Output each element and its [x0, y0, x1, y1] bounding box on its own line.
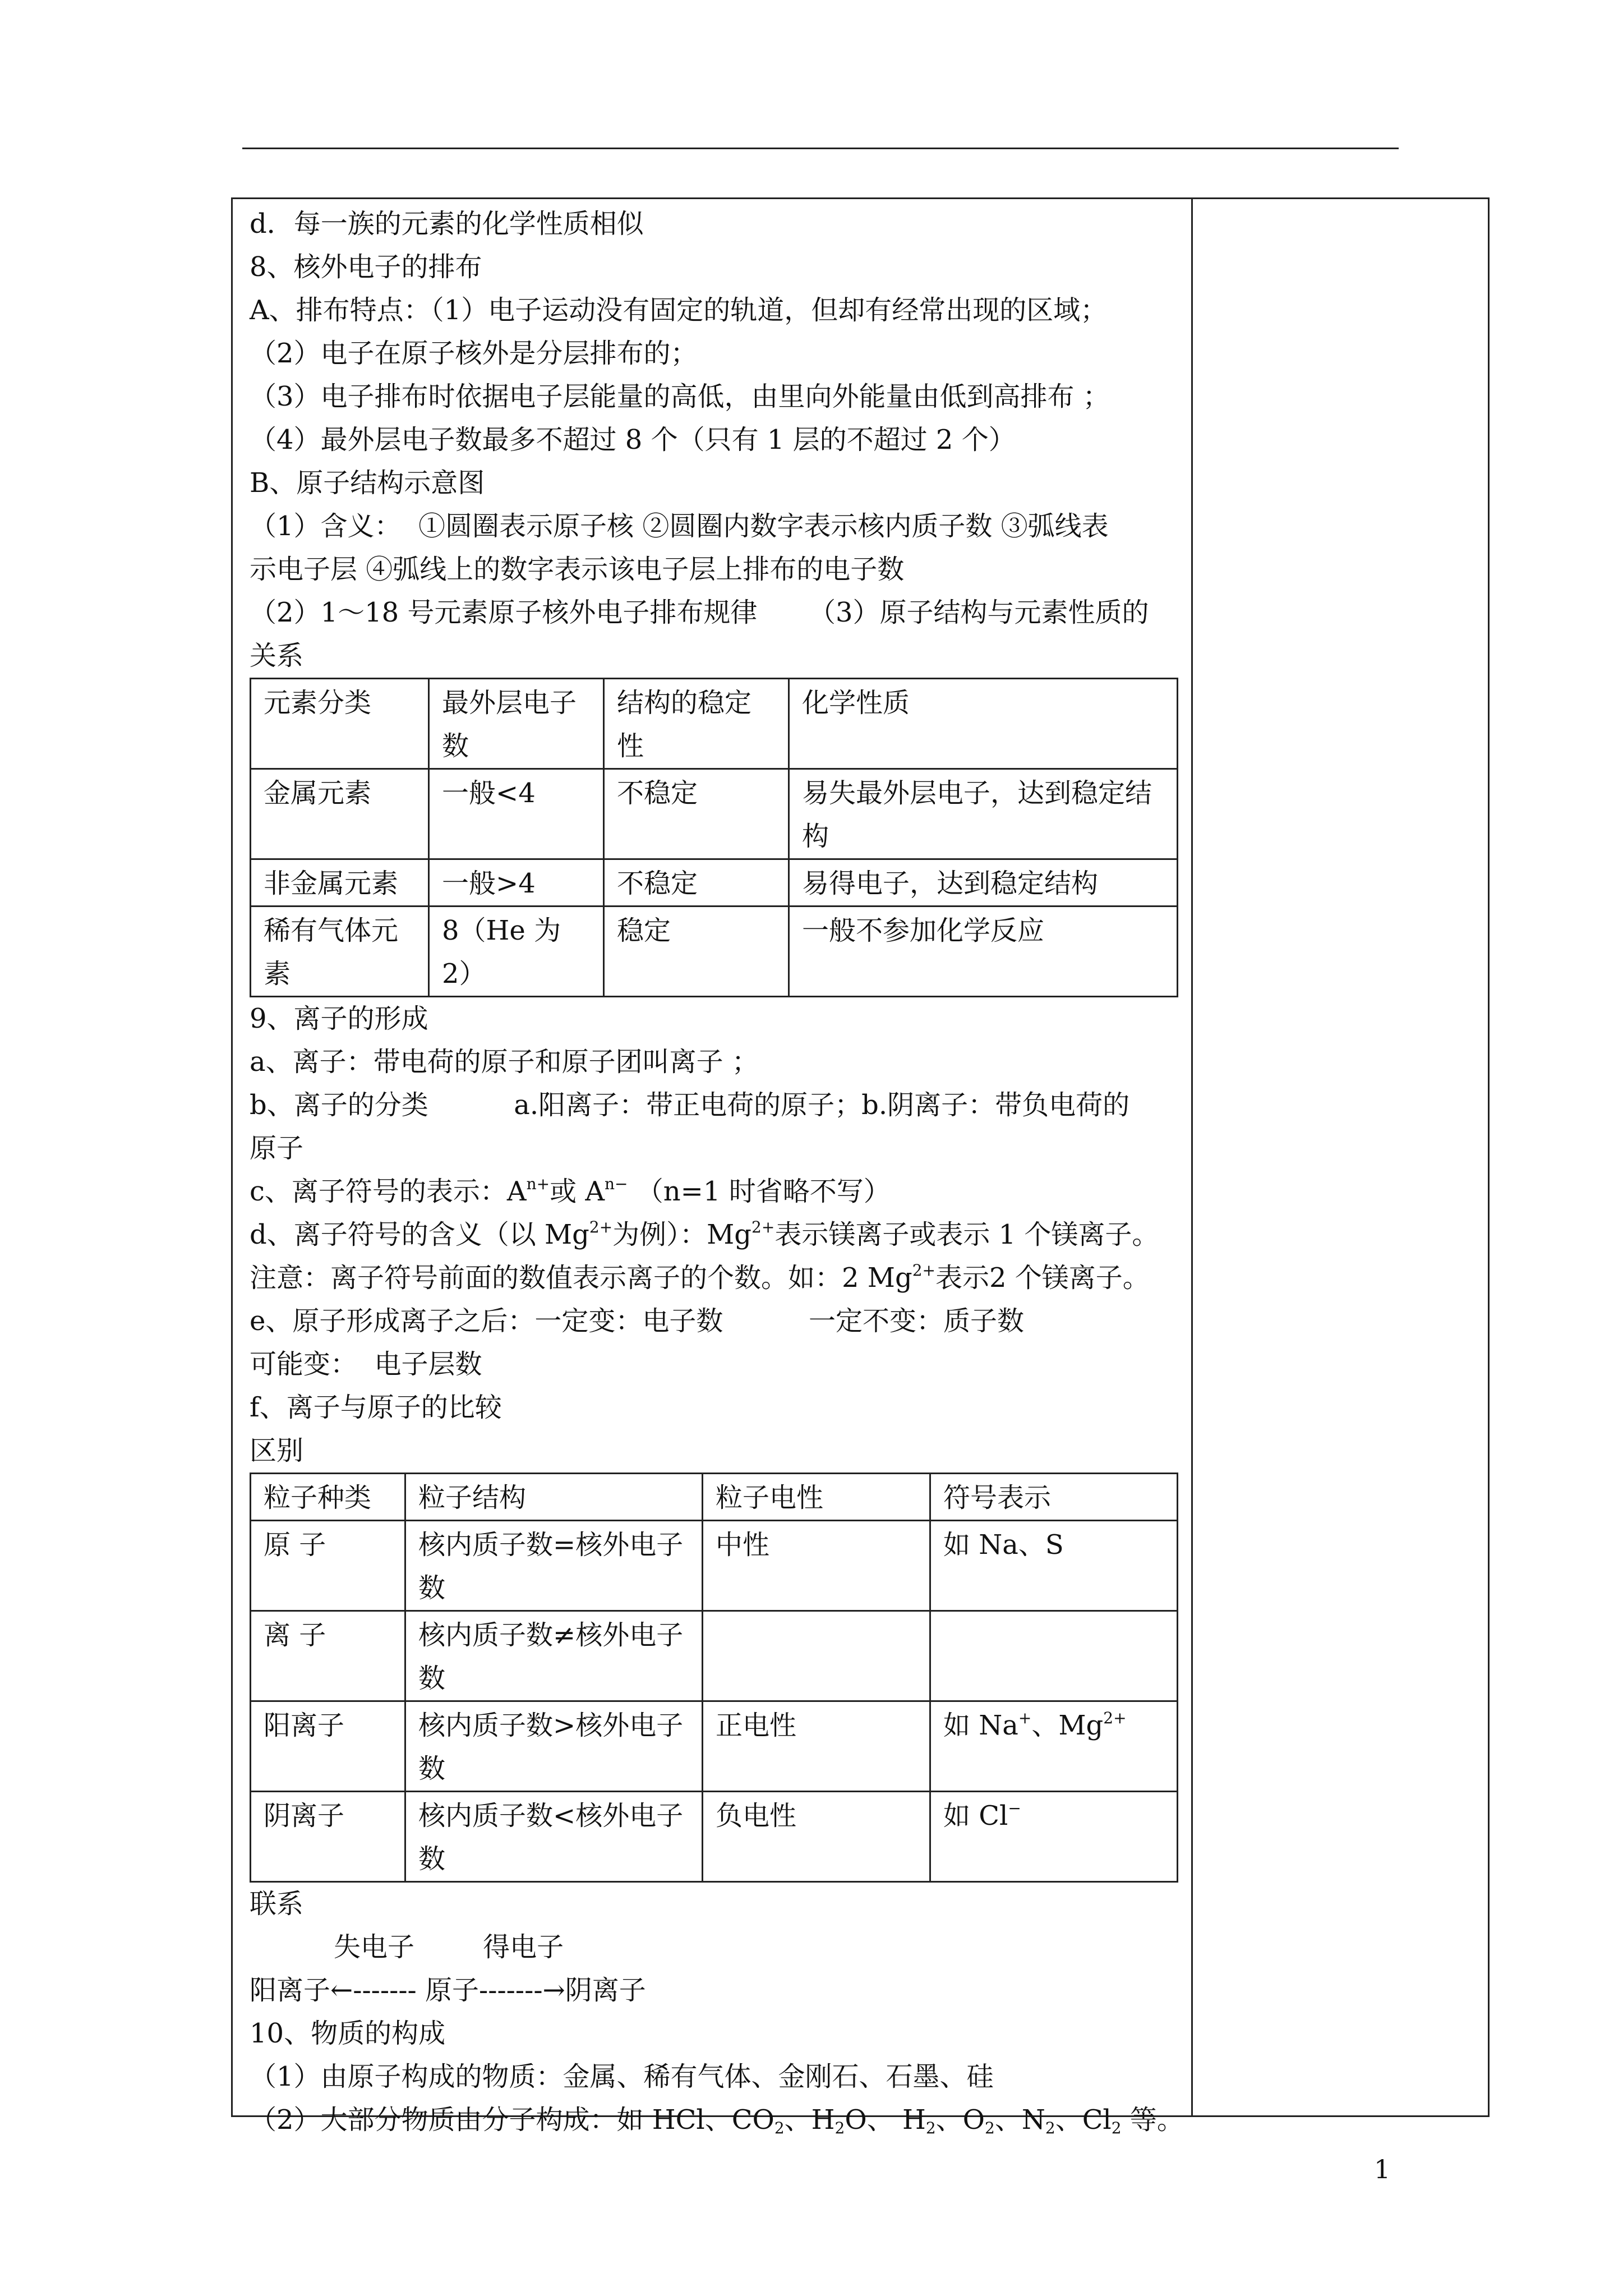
- text-run: c、离子符号的表示：A: [250, 1176, 527, 1207]
- text-line: e、原子形成离子之后：一定变：电子数 一定不变：质子数: [250, 1305, 1024, 1337]
- text-run: 表示2 个镁离子。: [935, 1262, 1150, 1294]
- table-cell: 稀有气体元素: [251, 907, 429, 997]
- table-cell: 核内质子数<核外电子数: [405, 1792, 703, 1882]
- table-cell: 易失最外层电子，达到稳定结构: [789, 769, 1178, 859]
- table-cell: [930, 1792, 1178, 1882]
- subsection-heading: B、原子结构示意图: [250, 467, 485, 499]
- text-line: b、离子的分类 a.阳离子：带正电荷的原子；b.阴离子：带负电荷的: [250, 1089, 1130, 1121]
- text-line: d．每一族的元素的化学性质相似: [250, 208, 644, 240]
- table-row: [251, 907, 1178, 997]
- content-frame: [231, 197, 1490, 2137]
- table-cell: 不稳定: [604, 769, 789, 859]
- ion-meaning-line: [250, 1213, 1187, 1257]
- table-cell: 中性: [703, 1521, 930, 1611]
- electron-transfer-labels: 失电子 得电子: [334, 1931, 564, 1963]
- table-cell: 8（He 为 2）: [429, 907, 604, 997]
- section-heading: 10、物质的构成: [250, 2018, 446, 2049]
- subscript: 2: [774, 2119, 785, 2137]
- table-header-cell: 结构的稳定性: [604, 679, 789, 769]
- table-cell: 金属元素: [251, 769, 429, 859]
- text-run: 、N: [994, 2104, 1045, 2136]
- table-cell: 阳离子: [251, 1701, 405, 1792]
- superscript: 2+: [912, 1261, 935, 1280]
- table-header-cell: 元素分类: [251, 679, 429, 769]
- table-cell: 负电性: [703, 1792, 930, 1882]
- subscript: 2: [1111, 2119, 1122, 2137]
- element-classification-table: [250, 678, 1178, 997]
- table-row: [251, 1521, 1178, 1611]
- table-cell: 核内质子数≠核外电子数: [405, 1611, 703, 1701]
- table-cell: 易得电子，达到稳定结构: [789, 859, 1178, 907]
- main-content: [250, 203, 1187, 2142]
- text-line: 区别: [250, 1435, 304, 1466]
- subscript: 2: [985, 2119, 995, 2137]
- table-cell: 正电性: [703, 1701, 930, 1792]
- subscript: 2: [1045, 2119, 1055, 2137]
- table-row: [251, 1792, 1178, 1882]
- table-header-cell: 最外层电子数: [429, 679, 604, 769]
- superscript: 2+: [751, 1218, 775, 1236]
- text-run: （n=1 时省略不写）: [628, 1176, 891, 1207]
- table-cell: 不稳定: [604, 859, 789, 907]
- table-cell: 非金属元素: [251, 859, 429, 907]
- table-cell: 核内质子数>核外电子数: [405, 1701, 703, 1792]
- text-line: （4）最外层电子数最多不超过 8 个（只有 1 层的不超过 2 个）: [250, 424, 1016, 455]
- note-line: [250, 1257, 1187, 1300]
- table-cell: 如 Na、S: [930, 1521, 1178, 1611]
- text-run: 如 Na: [943, 1710, 1018, 1741]
- table-row: [251, 769, 1178, 859]
- table-row: [251, 859, 1178, 907]
- table-cell: [703, 1611, 930, 1701]
- text-run: 注意：离子符号前面的数值表示离子的个数。如：2 Mg: [250, 1262, 912, 1294]
- superscript: 2+: [589, 1218, 613, 1236]
- text-run: （2）大部分物质由分子构成：如 HCl、CO: [250, 2104, 774, 2136]
- text-line: （1）含义： ①圆圈表示原子核 ②圆圈内数字表示核内质子数 ③弧线表: [250, 510, 1109, 542]
- text-line: 关系: [250, 640, 304, 671]
- page-number: 1: [1374, 2154, 1391, 2184]
- text-line: （1）由原子构成的物质：金属、稀有气体、金刚石、石墨、硅: [250, 2061, 994, 2092]
- table-header-cell: 粒子电性: [703, 1474, 930, 1521]
- ion-atom-relation-arrow-line: 阳离子←------- 原子-------→阴离子: [250, 1975, 646, 2006]
- text-line: 联系: [250, 1888, 304, 1920]
- superscript: n−: [605, 1175, 628, 1193]
- text-run: 、Cl: [1055, 2104, 1112, 2136]
- text-run: 表示镁离子或表示 1 个镁离子。: [774, 1219, 1159, 1250]
- table-cell: 稳定: [604, 907, 789, 997]
- table-cell: 一般<4: [429, 769, 604, 859]
- table-cell: [930, 1701, 1178, 1792]
- table-header-cell: 符号表示: [930, 1474, 1178, 1521]
- table-cell: 离 子: [251, 1611, 405, 1701]
- section-heading: 8、核外电子的排布: [250, 251, 482, 283]
- superscript: 2+: [1103, 1709, 1127, 1727]
- table-header-cell: 粒子种类: [251, 1474, 405, 1521]
- header-rule: [242, 148, 1399, 149]
- section-heading: 9、离子的形成: [250, 1003, 428, 1034]
- text-line: （3）电子排布时依据电子层能量的高低，由里向外能量由低到高排布 ；: [250, 381, 1110, 412]
- superscript: +: [1018, 1709, 1032, 1727]
- table-row: [251, 1701, 1178, 1792]
- subscript: 2: [834, 2119, 845, 2137]
- ion-atom-comparison-table: [250, 1473, 1178, 1883]
- text-run: 如 Cl: [943, 1800, 1008, 1832]
- table-header-row: [251, 679, 1178, 769]
- text-run: 、O: [935, 2104, 985, 2136]
- table-header-cell: 化学性质: [789, 679, 1178, 769]
- text-line: f、离子与原子的比较: [250, 1392, 502, 1423]
- text-line: a、离子：带电荷的原子和原子团叫离子 ；: [250, 1046, 759, 1078]
- table-header-row: [251, 1474, 1178, 1521]
- text-line: （2）电子在原子核外是分层排布的；: [250, 338, 698, 369]
- text-line: A、排布特点：（1）电子运动没有固定的轨道，但却有经常出现的区域；: [250, 295, 1108, 326]
- text-run: O、 H: [845, 2104, 926, 2136]
- table-cell: 一般不参加化学反应: [789, 907, 1178, 997]
- text-line: （2）1～18 号元素原子核外电子排布规律 （3）原子结构与元素性质的: [250, 597, 1149, 628]
- table-cell: 核内质子数=核外电子数: [405, 1521, 703, 1611]
- text-run: d、离子符号的含义（以 Mg: [250, 1219, 589, 1250]
- table-header-cell: 粒子结构: [405, 1474, 703, 1521]
- superscript: n+: [526, 1175, 550, 1193]
- text-run: 等。: [1121, 2104, 1184, 2136]
- table-cell: 原 子: [251, 1521, 405, 1611]
- table-cell: [930, 1611, 1178, 1701]
- subscript: 2: [925, 2119, 936, 2137]
- text-line: 示电子层 ④弧线上的数字表示该电子层上排布的电子数: [250, 554, 905, 585]
- molecule-formula-line: [250, 2099, 1187, 2142]
- text-line: 原子: [250, 1133, 304, 1164]
- text-line: 可能变： 电子层数: [250, 1349, 482, 1380]
- text-run: 为例）：Mg: [612, 1219, 752, 1250]
- table-row: [251, 1611, 1178, 1701]
- table-cell: 一般>4: [429, 859, 604, 907]
- text-run: 、H: [784, 2104, 835, 2136]
- text-run: 或 A: [550, 1176, 605, 1207]
- side-column-divider: [1191, 199, 1193, 2115]
- ion-symbol-line: [250, 1170, 1187, 1213]
- superscript: −: [1008, 1799, 1021, 1818]
- text-run: 、Mg: [1031, 1710, 1104, 1741]
- table-cell: 阴离子: [251, 1792, 405, 1882]
